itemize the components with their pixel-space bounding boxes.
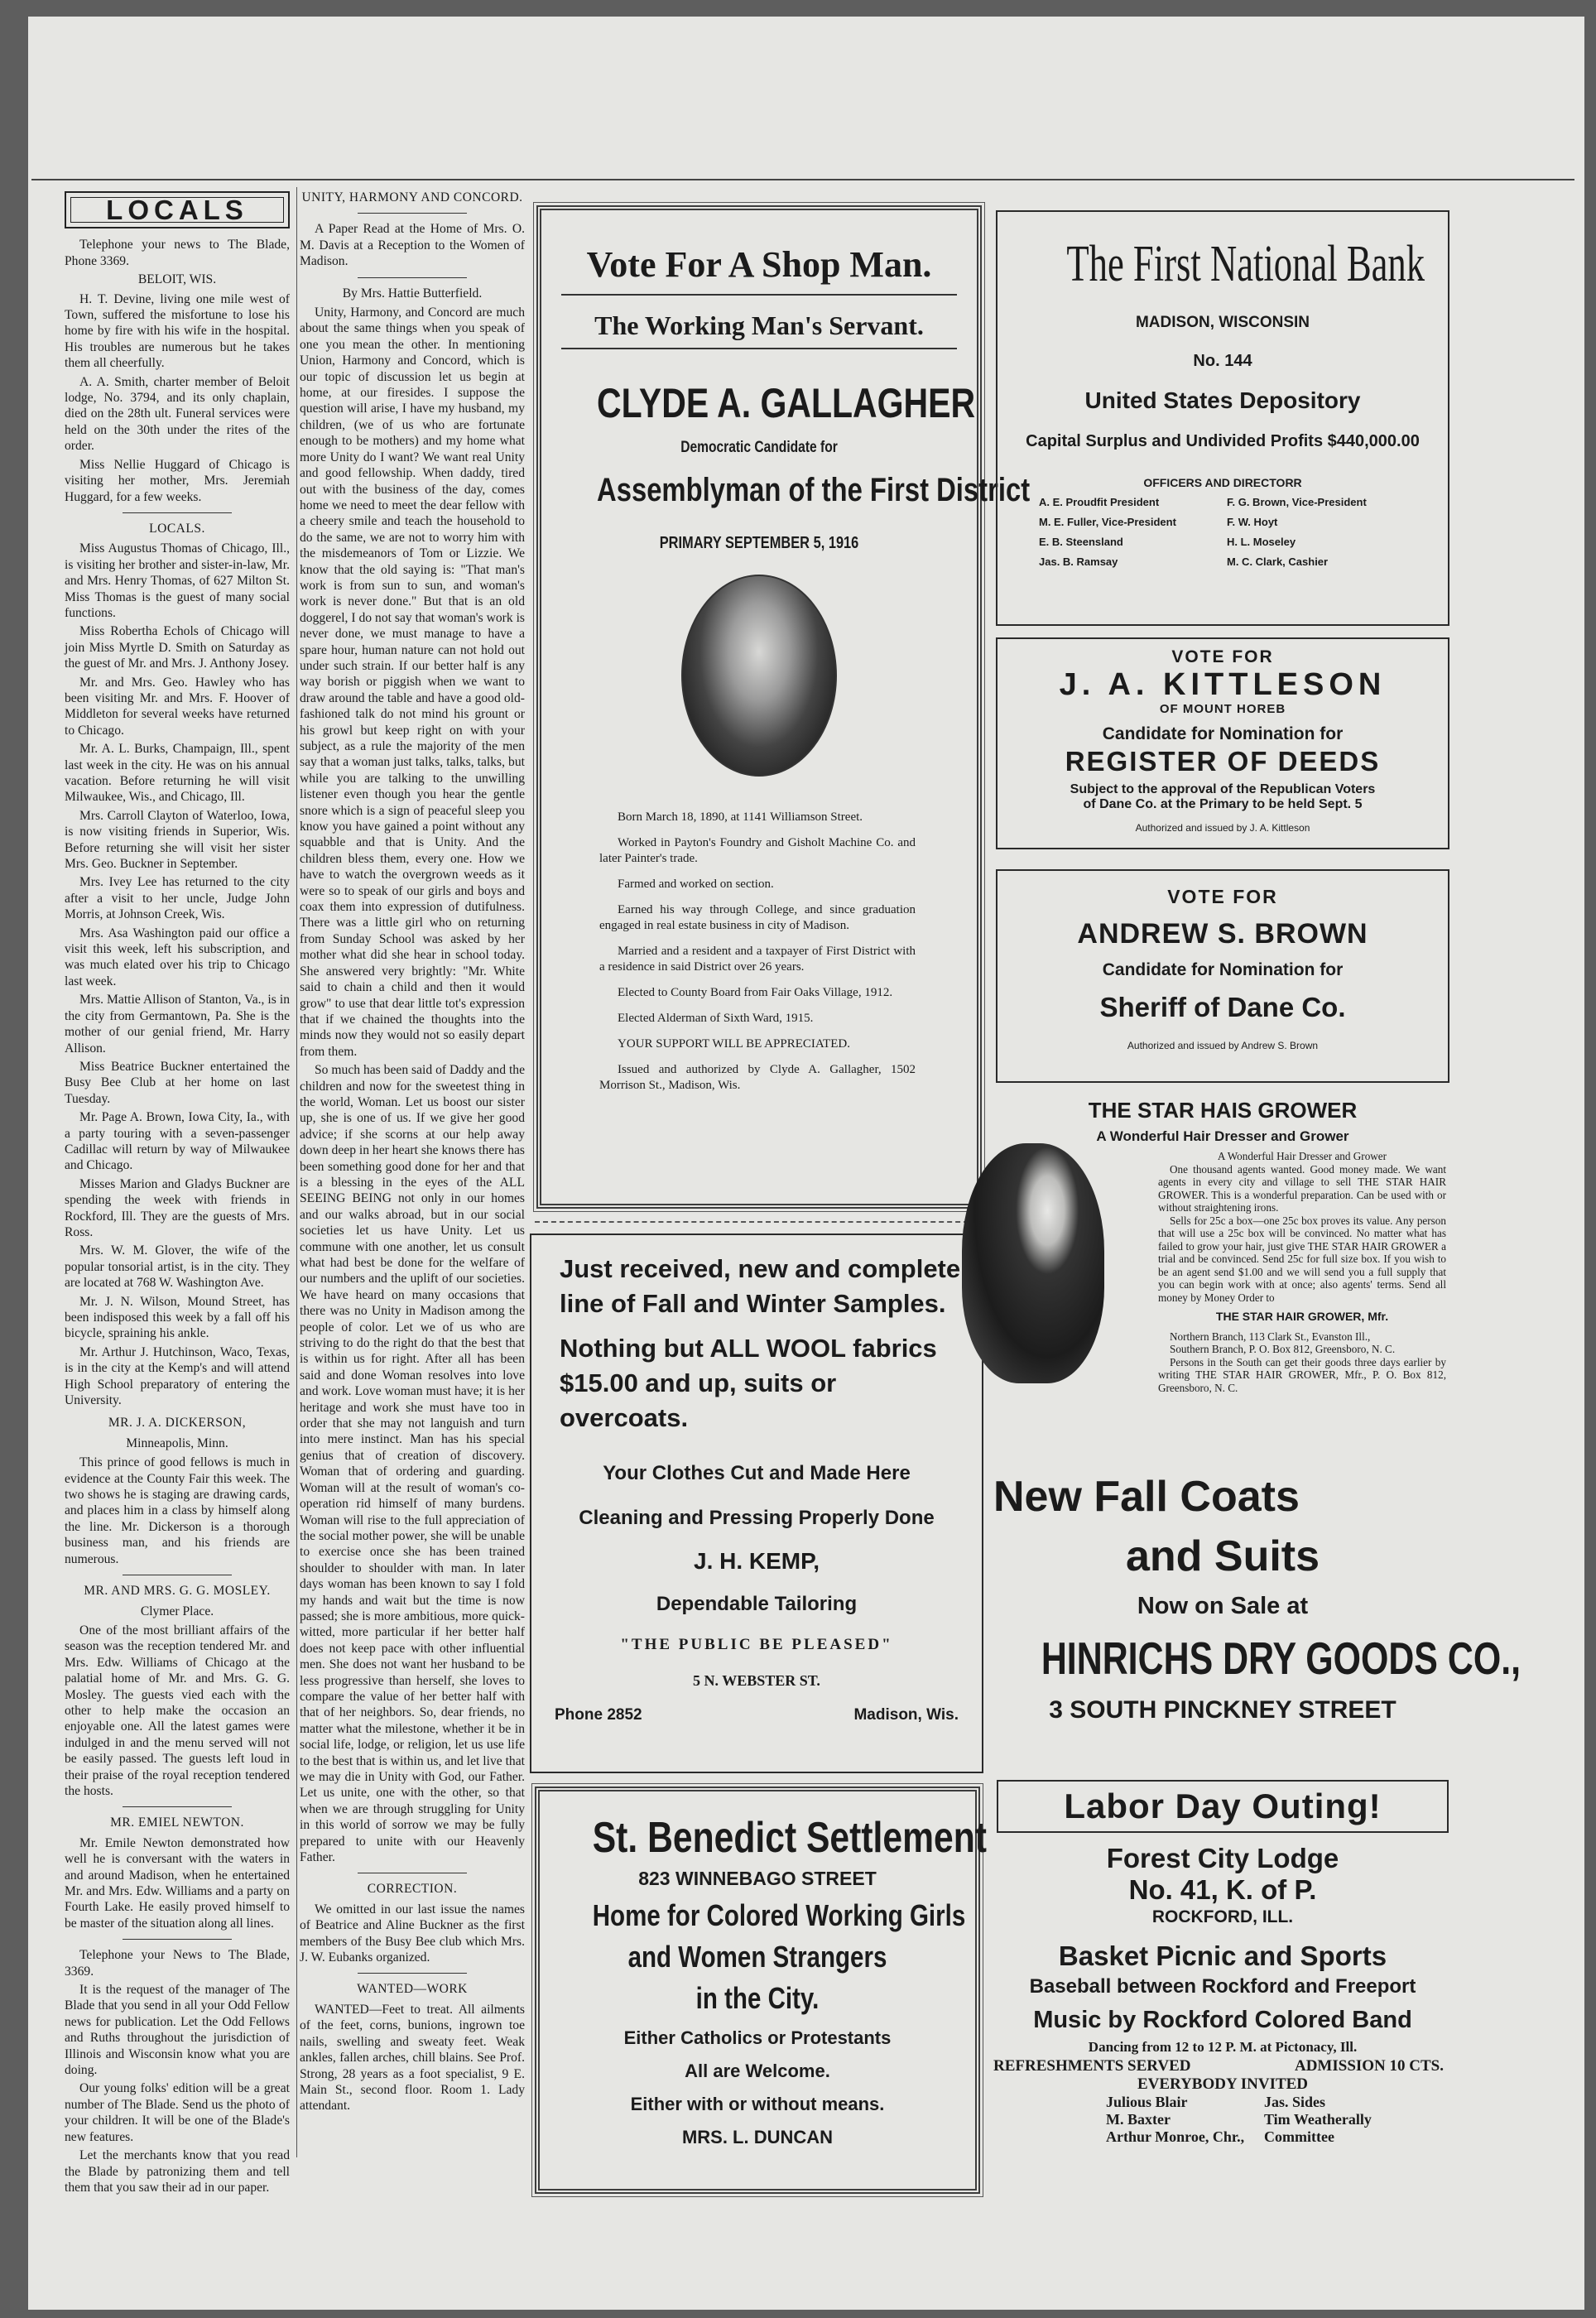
brown-candidate: Candidate for Nomination for bbox=[1102, 960, 1344, 979]
subheading: Minneapolis, Minn. bbox=[126, 1436, 228, 1450]
star-branch: Southern Branch, P. O. Box 812, Greensboro, N. C. bbox=[1170, 1343, 1396, 1355]
star-text: A Wonderful Hair Dresser and Grower bbox=[1217, 1150, 1387, 1162]
kittleson-of: OF MOUNT HOREB bbox=[1159, 702, 1286, 716]
divider bbox=[123, 512, 232, 513]
labor-line2: No. 41, K. of P. bbox=[1128, 1874, 1317, 1905]
kemp-city: Madison, Wis. bbox=[853, 1706, 959, 1724]
bio-line: YOUR SUPPORT WILL BE APPRECIATED. bbox=[618, 1037, 850, 1051]
paragraph: A. A. Smith, charter member of Beloit lodge, No. 3794, and its only chaplain, died on the 28th ult. Funeral services were held on the 30th under the rites of the order. bbox=[65, 374, 290, 454]
benedict-line2: and Women Strangers bbox=[627, 1940, 887, 1974]
labor-day-ad bbox=[990, 1780, 1455, 2177]
benedict-line3: in the City. bbox=[695, 1981, 820, 2015]
divider bbox=[123, 1939, 232, 1940]
brown-auth: Authorized and issued by Andrew S. Brown bbox=[1127, 1040, 1319, 1051]
hinrichs-ad bbox=[990, 1467, 1521, 1775]
star-title: THE STAR HAIS GROWER bbox=[1088, 1098, 1358, 1123]
star-body bbox=[1158, 1150, 1446, 1394]
officer: A. E. Proudfit President bbox=[1039, 496, 1160, 508]
dateline: BELOIT, WIS. bbox=[137, 272, 217, 287]
kittleson-auth: Authorized and issued by J. A. Kittleson bbox=[1135, 822, 1310, 834]
divider bbox=[123, 1806, 232, 1807]
star-text: One thousand agents wanted. Good money made. We want agents in every city and village to sell THE STAR HAIR GROWER. This is a wonderful preparation. Can be used with or without straightening irons. bbox=[1158, 1162, 1446, 1214]
star-branch: Persons in the South can get their goods three days earlier by writing THE STAR HAIR GROWER, Mfr., P. O. Box 812, Greensboro, N. C. bbox=[1158, 1355, 1446, 1394]
kemp-phone: Phone 2852 bbox=[555, 1706, 642, 1724]
labor-ticket-row bbox=[990, 2057, 1455, 2075]
bank-ad bbox=[996, 210, 1449, 626]
bank-city: MADISON, WISCONSIN bbox=[1135, 314, 1310, 331]
committee-member: Jas. Sides bbox=[1264, 2094, 1326, 2110]
officer: F. G. Brown, Vice-President bbox=[1227, 496, 1367, 508]
bank-depository: United States Depository bbox=[1084, 387, 1361, 413]
benedict-line6: Either with or without means. bbox=[630, 2094, 885, 2114]
bio-line: Farmed and worked on section. bbox=[618, 878, 774, 891]
gallagher-line2: The Working Man's Servant. bbox=[561, 310, 957, 349]
paragraph: H. T. Devine, living one mile west of Town, suffered the misfortune to lose his home by fire with his wife in the hospital. His troubles are numerous but he takes them all cheerfully. bbox=[65, 291, 290, 371]
star-branch: Northern Branch, 113 Clark St., Evanston Ill., bbox=[1170, 1330, 1371, 1343]
kittleson-subject1: Subject to the approval of the Republican Voters bbox=[1070, 782, 1376, 796]
kittleson-subject2: of Dane Co. at the Primary to be held Sept. 5 bbox=[1083, 797, 1363, 811]
bio-line: Worked in Payton's Foundry and Gisholt Machine Co. and later Painter's trade. bbox=[599, 836, 916, 865]
kemp-footer bbox=[551, 1706, 962, 1724]
locals-heading-box bbox=[65, 191, 290, 228]
paragraph: Mr. A. L. Burks, Champaign, Ill., spent last week in the city. He was on his annual vacation. Before returning he will visit Milwaukee, Wis., and Chicago, Ill. bbox=[65, 742, 290, 805]
bio-line: Elected to County Board from Fair Oaks Village, 1912. bbox=[618, 986, 893, 999]
divider bbox=[358, 277, 467, 278]
officer: H. L. Moseley bbox=[1227, 536, 1296, 548]
star-subtitle: A Wonderful Hair Dresser and Grower bbox=[1096, 1128, 1349, 1144]
benedict-line5: All are Welcome. bbox=[685, 2061, 830, 2081]
brown-vote: VOTE FOR bbox=[1167, 886, 1278, 907]
benedict-line1: Home for Colored Working Girls bbox=[592, 1898, 966, 1932]
kemp-line4: Cleaning and Pressing Properly Done bbox=[579, 1507, 935, 1529]
locals-title: LOCALS bbox=[70, 197, 284, 223]
gallagher-office: Assemblyman of the First District bbox=[597, 472, 1031, 508]
labor-refreshments: REFRESHMENTS SERVED bbox=[993, 2057, 1191, 2075]
benedict-line4: Either Catholics or Protestants bbox=[623, 2027, 892, 2048]
labor-admission: ADMISSION 10 CTS. bbox=[1294, 2057, 1444, 2075]
kemp-line3: Your Clothes Cut and Made Here bbox=[603, 1462, 911, 1484]
committee-member: Committee bbox=[1264, 2128, 1334, 2145]
brown-office: Sheriff of Dane Co. bbox=[1099, 992, 1346, 1022]
kittleson-name: J. A. KITTLESON bbox=[1059, 667, 1387, 702]
paragraph: Mrs. Asa Washington paid our office a visit this week, left his subscription, and was much elated over his trip to Chicago last week. bbox=[65, 926, 290, 988]
paragraph: Let the merchants know that you read the Blade by patronizing them and tell them that you saw their ad in our paper. bbox=[65, 2148, 290, 2195]
benedict-title: St. Benedict Settlement bbox=[592, 1814, 987, 1862]
kittleson-office: REGISTER OF DEEDS bbox=[1065, 746, 1381, 777]
bio-line: Issued and authorized by Clyde A. Gallagher, 1502 Morrison St., Madison, Wis. bbox=[599, 1063, 916, 1092]
officer: F. W. Hoyt bbox=[1227, 516, 1278, 528]
labor-line6: Music by Rockford Colored Band bbox=[1033, 2007, 1412, 2033]
labor-line1: Forest City Lodge bbox=[1106, 1843, 1339, 1873]
woman-portrait-image bbox=[962, 1143, 1104, 1383]
paragraph: It is the request of the manager of The Blade that you send in all your Odd Fellow news for publication. Let the Odd Fellows and Ruths throughout the jurisdiction of Illinois and Wisconsin know what you are doing. bbox=[65, 1983, 290, 2078]
kittleson-ad bbox=[996, 637, 1449, 849]
section-heading: WANTED—WORK bbox=[357, 1982, 468, 1997]
paragraph: Mrs. W. M. Glover, the wife of the popular tonsorial artist, is in the city. They are located at 768 W. Washington Ave. bbox=[65, 1243, 290, 1291]
divider bbox=[358, 213, 467, 214]
gallagher-candidate: Democratic Candidate for bbox=[680, 439, 838, 456]
paragraph: One of the most brilliant affairs of the season was the reception tendered Mr. and Mrs. Edw. Williams of Chicago at the palatial home of Mr. and Mrs. G. G. Mosley. The guests vied each with the other to help make the occasion an enjoyable one. All the latest games were indulged in and the menu served will not be easily passed. The guests left loud in their praise of the royal reception tendered the hosts. bbox=[65, 1623, 290, 1798]
brown-ad bbox=[996, 869, 1449, 1083]
labor-committee bbox=[990, 2094, 1455, 2146]
paragraph: We omitted in our last issue the names of Beatrice and Aline Buckner as the first members of the Busy Bee club which Mrs. J. W. Eubanks organized. bbox=[300, 1902, 525, 1965]
unity-column bbox=[300, 186, 525, 2314]
article-intro: A Paper Read at the Home of Mrs. O. M. Davis at a Reception to the Women of Madison. bbox=[300, 222, 525, 269]
benedict-address: 823 WINNEBAGO STREET bbox=[638, 1868, 877, 1889]
paragraph: Mrs. Carroll Clayton of Waterloo, Iowa, is now visiting friends in Superior, Wis. Before returning she will visit her sister Mrs. Geo. Buckner in September. bbox=[65, 808, 290, 872]
kittleson-vote: VOTE FOR bbox=[1171, 647, 1274, 666]
section-heading: CORRECTION. bbox=[367, 1882, 458, 1897]
bank-number: No. 144 bbox=[1193, 352, 1252, 370]
section-heading: MR. AND MRS. G. G. MOSLEY. bbox=[84, 1584, 271, 1599]
hinrichs-line3: Now on Sale at bbox=[1137, 1593, 1309, 1619]
hinrichs-line2: and Suits bbox=[1125, 1532, 1320, 1580]
paragraph: WANTED—Feet to treat. All ailments of the feet, corns, bunions, ingrown toe nails, swelling and sweaty feet. Weak ankles, fallen arches, chill blains. See Prof. Strong, 28 years as a foot specialist, 9 E. Main St., second floor. Room 1. Lady attendant. bbox=[300, 2002, 525, 2114]
paragraph: Mr. Arthur J. Hutchinson, Waco, Texas, is in the city at the Kemp's and will attend High School preparatory of entering the University. bbox=[65, 1344, 290, 1408]
gallagher-name: CLYDE A. GALLAGHER bbox=[597, 380, 976, 426]
paragraph: This prince of good fellows is much in evidence at the County Fair this week. The two shows he is staging are drawing cards, and places him in a class by himself along the line. Mr. Dickerson is a thorough business man, and his friends are numerous. bbox=[65, 1455, 290, 1566]
star-text: Sells for 25c a box—one 25c box proves its value. Any person that will use a 25c box will be convinced. No matter what has failed to grow your hair, just give THE STAR HAIR GROWER a trial and be convinced. Send 25c for full size box. If you wish to be an agent send $1.00 and we will send you a full supply that you can begin work with at once; also agents' terms. Send all money by Money Order to bbox=[1158, 1214, 1446, 1304]
ad-separator bbox=[535, 1221, 985, 1223]
officer: E. B. Steensland bbox=[1039, 536, 1123, 548]
gallagher-portrait bbox=[681, 575, 837, 777]
bio-line: Born March 18, 1890, at 1141 Williamson Street. bbox=[618, 810, 863, 824]
hinrichs-line5: 3 SOUTH PINCKNEY STREET bbox=[1049, 1696, 1396, 1724]
paragraph: Our young folks' edition will be a great number of The Blade. Send us the photo of your children. It will be one of the Blade's new features. bbox=[65, 2081, 290, 2144]
gallagher-line1: Vote For A Shop Man. bbox=[561, 243, 957, 296]
labor-line3: ROCKFORD, ILL. bbox=[1151, 1907, 1294, 1926]
labor-title: Labor Day Outing! bbox=[1064, 1787, 1382, 1825]
section-heading: MR. J. A. DICKERSON, bbox=[108, 1416, 247, 1431]
section-heading: MR. EMIEL NEWTON. bbox=[110, 1815, 244, 1830]
committee-member: Julious Blair bbox=[1106, 2094, 1188, 2110]
subheading: Clymer Place. bbox=[140, 1604, 214, 1618]
article-title: UNITY, HARMONY AND CONCORD. bbox=[301, 190, 523, 204]
labor-line4: Basket Picnic and Sports bbox=[1058, 1940, 1387, 1971]
brown-name: ANDREW S. BROWN bbox=[1077, 918, 1368, 950]
top-rule bbox=[31, 179, 1574, 180]
kemp-ad bbox=[530, 1234, 983, 1773]
officer: Jas. B. Ramsay bbox=[1039, 555, 1118, 568]
paragraph: Unity, Harmony, and Concord are much about the same things when you speak of one you mean the other. In mentioning Union, Harmony and Concord, which is our topic of discussion let us begin at home, at our firesides. I suppose the question will arise, I have my husband, my children, (we of us who are fortunate enough to be mothers) and my home what more Unity do I want? We want real Unity and good fellowship. When daddy, tired out with the business of the day, comes home we need to meet the dear fellow with a cheery smile and teach the household to do the same, we are not to worry him with the misdemeanors of Tom or Lizzie. We know that the old saying is: "That man's work is from sun to sun, and woman's work is never done." But that is an old doggerel, I do not say that woman's work is never done, we must manage to have a spare hour, human nature can not hold out under such strain. If our better half is any way borish or piggish when we want to draw around the table and have a good old-fashioned talk do not mind his grount or his growl but keep right on with your subject, as a rule the majority of the men say that a woman just talks, talks, talks, but while you are talking to the unwilling listener even though you hear the gentle snore which is a sign of peaceful sleep you know you have gained a point without any squabble and that is Unity. And the children bless them, every one. How we have to watch the overgrown weeds as it were so to speak of our girls and boys and coax them into expression of dutifulness. There was a little girl who on returning from Sunday School was asked by her mother what did she hear in school today. She answered very brightly: "Mr. White said to chain a child and then it would grow" to use that dear little tot's expression that if we chained the thoughts into the minds now they would not so easily depart from them. bbox=[300, 305, 525, 1059]
bank-title: The First National Bank bbox=[1066, 236, 1425, 292]
kittleson-candidate: Candidate for Nomination for bbox=[1102, 724, 1344, 743]
officer: M. E. Fuller, Vice-President bbox=[1039, 516, 1176, 528]
gallagher-bio bbox=[599, 810, 916, 1094]
paragraph: Mrs. Ivey Lee has returned to the city after a visit to her uncle, Judge John Morris, at Johnson Creek, Wis. bbox=[65, 875, 290, 922]
labor-line5: Baseball between Rockford and Freeport bbox=[1029, 1975, 1416, 1998]
section-heading: LOCALS. bbox=[149, 521, 205, 536]
paragraph: Telephone your News to The Blade, 3369. bbox=[65, 1948, 290, 1979]
gallagher-primary: PRIMARY SEPTEMBER 5, 1916 bbox=[659, 534, 859, 552]
byline: By Mrs. Hattie Butterfield. bbox=[342, 286, 483, 301]
kemp-line5: Dependable Tailoring bbox=[656, 1593, 858, 1615]
locals-column bbox=[65, 186, 290, 2314]
star-manufacturer: THE STAR HAIR GROWER, Mfr. bbox=[1215, 1310, 1389, 1323]
kemp-line1: Just received, new and complete line of Fall and Winter Samples. bbox=[560, 1254, 961, 1318]
paragraph: Mr. and Mrs. Geo. Hawley who has been visiting Mr. and Mrs. F. Hoover of Middleton for several weeks have returned to Chicago. bbox=[65, 675, 290, 738]
paragraph: Miss Augustus Thomas of Chicago, Ill., is visiting her brother and sister-in-law, Mr. and Mrs. Henry Thomas, of 627 Milton St. Miss Thomas is the guest of many social functions. bbox=[65, 541, 290, 620]
benedict-ad bbox=[535, 1787, 987, 2194]
gallagher-ad bbox=[536, 205, 1031, 1209]
divider bbox=[358, 1973, 467, 1974]
paragraph: Miss Robertha Echols of Chicago will join Miss Myrtle D. Smith on Saturday as the guest of Mr. and Mrs. J. Anthony Josey. bbox=[65, 624, 290, 671]
bank-officers bbox=[1006, 493, 1440, 572]
committee-member: M. Baxter bbox=[1106, 2111, 1171, 2128]
paragraph: Mr. Emile Newton demonstrated how well he is conversant with the waters in and around Madison, when he entertained Mr. and Mrs. Edw. Williams and a party on Fourth Lake. He easily proved himself to be master of the situation along all lines. bbox=[65, 1835, 290, 1931]
bio-line: Elected Alderman of Sixth Ward, 1915. bbox=[618, 1012, 814, 1025]
paragraph: Telephone your news to The Blade, Phone 3369. bbox=[65, 238, 290, 268]
bank-officers-heading: OFFICERS AND DIRECTORR bbox=[1143, 476, 1302, 489]
labor-title-box bbox=[997, 1780, 1449, 1833]
paragraph: Miss Beatrice Buckner entertained the Busy Bee Club at her home on last Tuesday. bbox=[65, 1059, 290, 1106]
bio-line: Married and a resident and a taxpayer of First District with a residence in said District over 26 years. bbox=[599, 945, 916, 974]
kemp-line2: Nothing but ALL WOOL fabrics $15.00 and up, suits or overcoats. bbox=[560, 1334, 937, 1432]
benedict-name: MRS. L. DUNCAN bbox=[681, 2127, 834, 2147]
kemp-name: J. H. KEMP, bbox=[694, 1548, 820, 1574]
paragraph: Miss Nellie Huggard of Chicago is visiting her mother, Mrs. Jeremiah Huggard, for a few weeks. bbox=[65, 457, 290, 504]
hinrichs-line4: HINRICHS DRY GOODS CO., bbox=[1041, 1633, 1521, 1684]
kemp-address: 5 N. WEBSTER ST. bbox=[693, 1672, 820, 1689]
officer: M. C. Clark, Cashier bbox=[1227, 555, 1329, 568]
labor-invited: EVERYBODY INVITED bbox=[1137, 2075, 1309, 2093]
committee-member: Arthur Monroe, Chr., bbox=[1106, 2128, 1245, 2145]
bio-line: Earned his way through College, and since graduation engaged in real estate business in city of Madison. bbox=[599, 903, 916, 932]
paragraph: Mr. J. N. Wilson, Mound Street, has been indisposed this week by a fall off his bicycle, spraining his ankle. bbox=[65, 1294, 290, 1341]
column-rule bbox=[296, 187, 297, 2157]
kemp-motto: "THE PUBLIC BE PLEASED" bbox=[620, 1636, 893, 1653]
hinrichs-line1: New Fall Coats bbox=[993, 1473, 1300, 1521]
paragraph: Misses Marion and Gladys Buckner are spending the week with friends in Rockford, Ill. They are the guests of Mrs. Ross. bbox=[65, 1176, 290, 1239]
bank-capital: Capital Surplus and Undivided Profits $440,000.00 bbox=[1026, 432, 1420, 450]
paragraph: Mrs. Mattie Allison of Stanton, Va., is in the city from Germantown, Pa. She is the mother of our genial friend, Mr. Harry Allison. bbox=[65, 993, 290, 1056]
paragraph: Mr. Page A. Brown, Iowa City, Ia., with a party touring with a seven-passenger Cadillac will return by way of Milwaukee and Chicago. bbox=[65, 1110, 290, 1173]
committee-member: Tim Weatherally bbox=[1264, 2111, 1372, 2128]
paragraph: So much has been said of Daddy and the children and now for the sweetest thing in the world, Woman. Let us boost our sister up, she is one of us. If we give her good advice; if she scorns at our help away down deep in her heart she knows there has been something good done for her and that is a blessing in the eyes of the ALL SEEING BEING not only in our homes and our walks abroad, but in our social societies let us have Unity. Let us commune with one another, let us consult what had best be done for the welfare of our numbers and the uplift of our societies. We have heard on many occasions that there was no Unity in Madison among the people of color. Let we of us who are striving to do the right do that the best that is within us for right. After all has been said and done Woman resolves into love and work. Love woman must have; it is her heritage and work she must have too in order that she may not languish and turn into mere instinct. Man has his special genius that of creation of discovery. Woman that of ordering and guarding. Woman will at the result of woman's co-operation rid himself of many burdens. Woman will rise to the full appreciation of the social mother power, she will be unable to exercise once she has been trained shoulder to shoulder with man. In later days woman has been known to say I fold my hands and wait but the time is now passed; she is more ambitious, more quick-witted, more particular if her better half does not keep pace with other influential men. She does not want her husband to be less progressive than herself, she loves to compare the value of her better half with that of her neighbors. So, dear friends, no matter what the milestone, whether it be in social life, lodge, or religion, let us use life to the best that is within us, and let live that we may die in Unity with God, our Father. Let us unite, one with the other, so that when we are through struggling for Unity in this world of sorrow we may be fully prepared to unite with our Heavenly Father. bbox=[300, 1063, 525, 1865]
labor-line7: Dancing from 12 to 12 P. M. at Pictonacy, Ill. bbox=[1088, 2039, 1358, 2055]
